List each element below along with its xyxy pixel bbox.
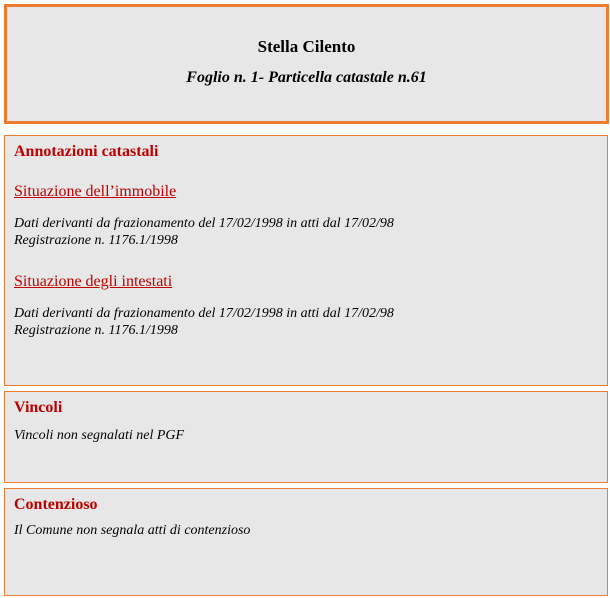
annotazioni-catastali-title: Annotazioni catastali: [14, 143, 159, 160]
page-subtitle: Foglio n. 1- Particella catastale n.61: [186, 69, 427, 86]
contenzioso-section: [4, 488, 608, 596]
situazione-immobile-line-2: Registrazione n. 1176.1/1998: [14, 233, 178, 248]
vincoli-section: [4, 391, 608, 483]
situazione-intestati-link[interactable]: Situazione degli intestati: [14, 273, 173, 290]
situazione-immobile-link[interactable]: Situazione dell’immobile: [14, 183, 177, 200]
situazione-immobile-details: [14, 215, 598, 249]
situazione-intestati-line-2: Registrazione n. 1176.1/1998: [14, 323, 178, 338]
annotazioni-catastali-section: [4, 135, 608, 386]
situazione-immobile-line-1: Dati derivanti da frazionamento del 17/02/1998 in atti dal 17/02/98: [14, 216, 394, 231]
vincoli-title: Vincoli: [14, 399, 63, 416]
header-panel: [4, 4, 609, 124]
page-title: Stella Cilento: [257, 37, 356, 56]
situazione-intestati-line-1: Dati derivanti da frazionamento del 17/02/1998 in atti dal 17/02/98: [14, 306, 394, 321]
contenzioso-title: Contenzioso: [14, 496, 98, 513]
contenzioso-text: Il Comune non segnala atti di contenzioso: [14, 523, 251, 538]
vincoli-text: Vincoli non segnalati nel PGF: [14, 428, 185, 443]
situazione-intestati-details: [14, 305, 598, 339]
